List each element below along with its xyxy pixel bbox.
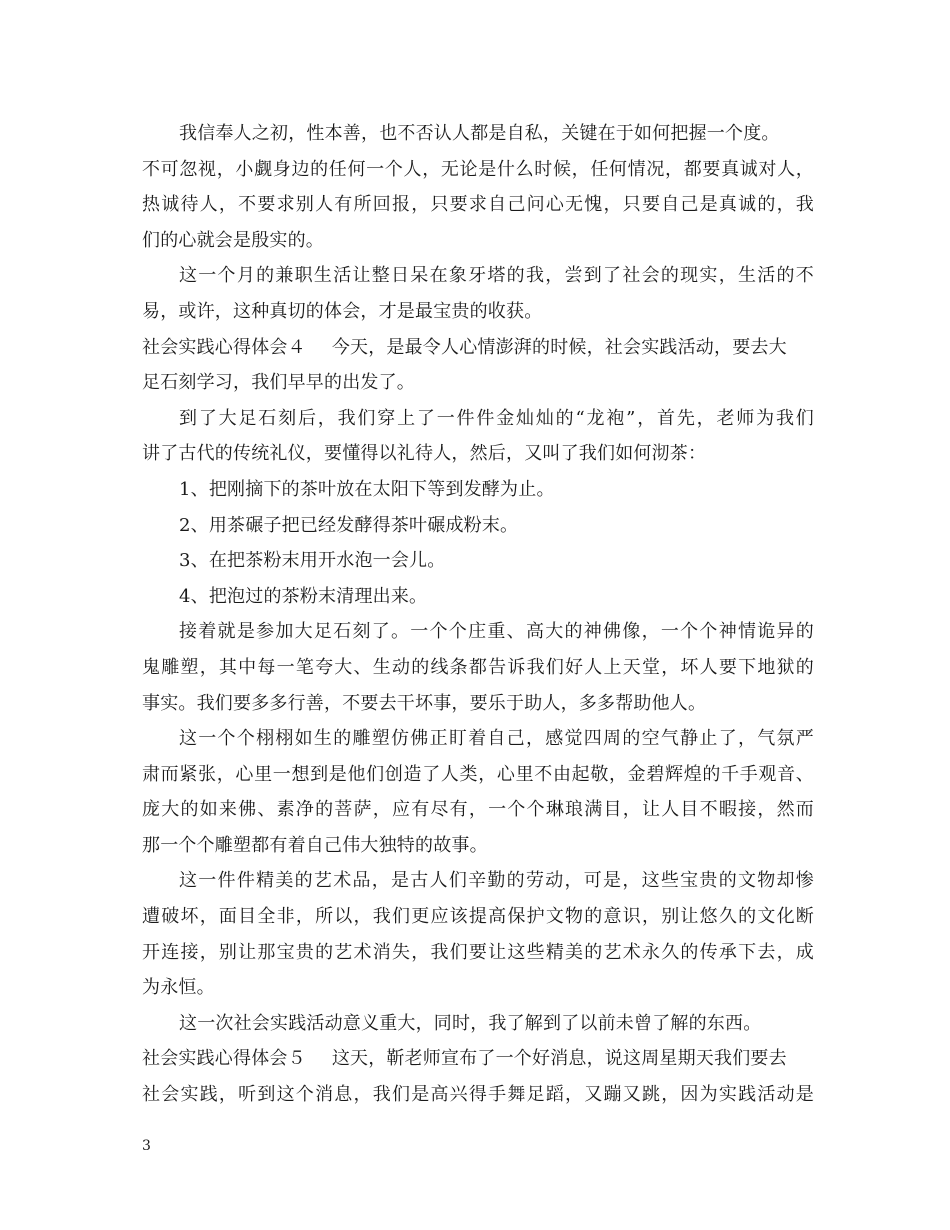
paragraph-line: 到了大足石刻后，我们穿上了一件件金灿灿的“龙袍”，首先，老师为我们: [179, 407, 814, 429]
document-body: [142, 116, 814, 1113]
paragraph-line: 事实。我们要多多行善，不要去干坏事，要乐于助人，多多帮助他人。: [142, 692, 707, 714]
list-item: 1、把刚摘下的茶叶放在太阳下等到发酵为止。: [179, 478, 555, 500]
section-heading-line: [142, 330, 814, 366]
page-number: 3: [142, 1138, 151, 1154]
paragraph-line: 我信奉人之初，性本善，也不否认人都是自私，关键在于如何把握一个度。: [179, 123, 780, 144]
paragraph-line: 社会实践，听到这个消息，我们是高兴得手舞足蹈，又蹦又跳，因为实践活动是: [142, 1084, 814, 1106]
paragraph-line: 遭破坏，面目全非，所以，我们更应该提高保护文物的意识，别让悠久的文化断: [142, 906, 814, 928]
section-heading-5: 社会实践心得体会５: [142, 1048, 306, 1070]
paragraph-line: 这一件件精美的艺术品，是古人们辛勤的劳动，可是，这些宝贵的文物却惨: [179, 870, 814, 892]
paragraph-line: 这一次社会实践活动意义重大，同时，我了解到了以前未曾了解的东西。: [179, 1012, 762, 1034]
paragraph-line: 鬼雕塑，其中每一笔夸大、生动的线条都告诉我们好人上天堂，坏人要下地狱的: [142, 656, 814, 678]
list-item: 4、把泡过的茶粉末清理出来。: [179, 585, 428, 607]
paragraph-line: 不可忽视，小觑身边的任何一个人，无论是什么时候，任何情况，都要真诚对人，: [142, 158, 814, 180]
list-item: 2、用茶碾子把已经发酵得茶叶碾成粉末。: [179, 514, 519, 536]
paragraph-line: 热诚待人，不要求别人有所回报，只要求自己问心无愧，只要自己是真诚的，我: [142, 194, 814, 216]
paragraph-line: 那一个个雕塑都有着自己伟大独特的故事。: [142, 834, 488, 856]
paragraph-line: 这一个个栩栩如生的雕塑仿佛正盯着自己，感觉四周的空气静止了，气氛严: [179, 728, 814, 750]
paragraph-line: 接着就是参加大足石刻了。一个个庄重、高大的神佛像，一个个神情诡异的: [179, 621, 814, 643]
paragraph-line: 开连接，别让那宝贵的艺术消失，我们要让这些精美的艺术永久的传承下去，成: [142, 941, 814, 963]
paragraph-line: 为永恒。: [142, 977, 215, 999]
paragraph-line: 们的心就会是殷实的。: [142, 229, 324, 251]
section-heading-4: 社会实践心得体会４: [142, 336, 306, 358]
paragraph-line: 易，或许，这种真切的体会，才是最宝贵的收获。: [142, 300, 543, 322]
paragraph-line: 足石刻学习，我们早早的出发了。: [142, 372, 415, 394]
paragraph-text: 这天，靳老师宣布了一个好消息，说这周星期天我们要去: [331, 1048, 787, 1070]
paragraph-line: 肃而紧张，心里一想到是他们创造了人类，心里不由起敬，金碧辉煌的千手观音、: [142, 763, 814, 785]
paragraph-line: 这一个月的兼职生活让整日呆在象牙塔的我，尝到了社会的现实，生活的不: [179, 265, 814, 287]
paragraph-line: 庞大的如来佛、素净的菩萨，应有尽有，一个个琳琅满目，让人目不暇接，然而: [142, 799, 814, 821]
paragraph-text: 今天，是最令人心情澎湃的时候，社会实践活动，要去大: [331, 336, 787, 358]
list-item: 3、在把茶粉末用开水泡一会儿。: [179, 550, 446, 572]
section-heading-line: [142, 1041, 814, 1077]
paragraph-line: 讲了古代的传统礼仪，要懂得以礼待人，然后，又叫了我们如何沏茶：: [142, 443, 707, 465]
